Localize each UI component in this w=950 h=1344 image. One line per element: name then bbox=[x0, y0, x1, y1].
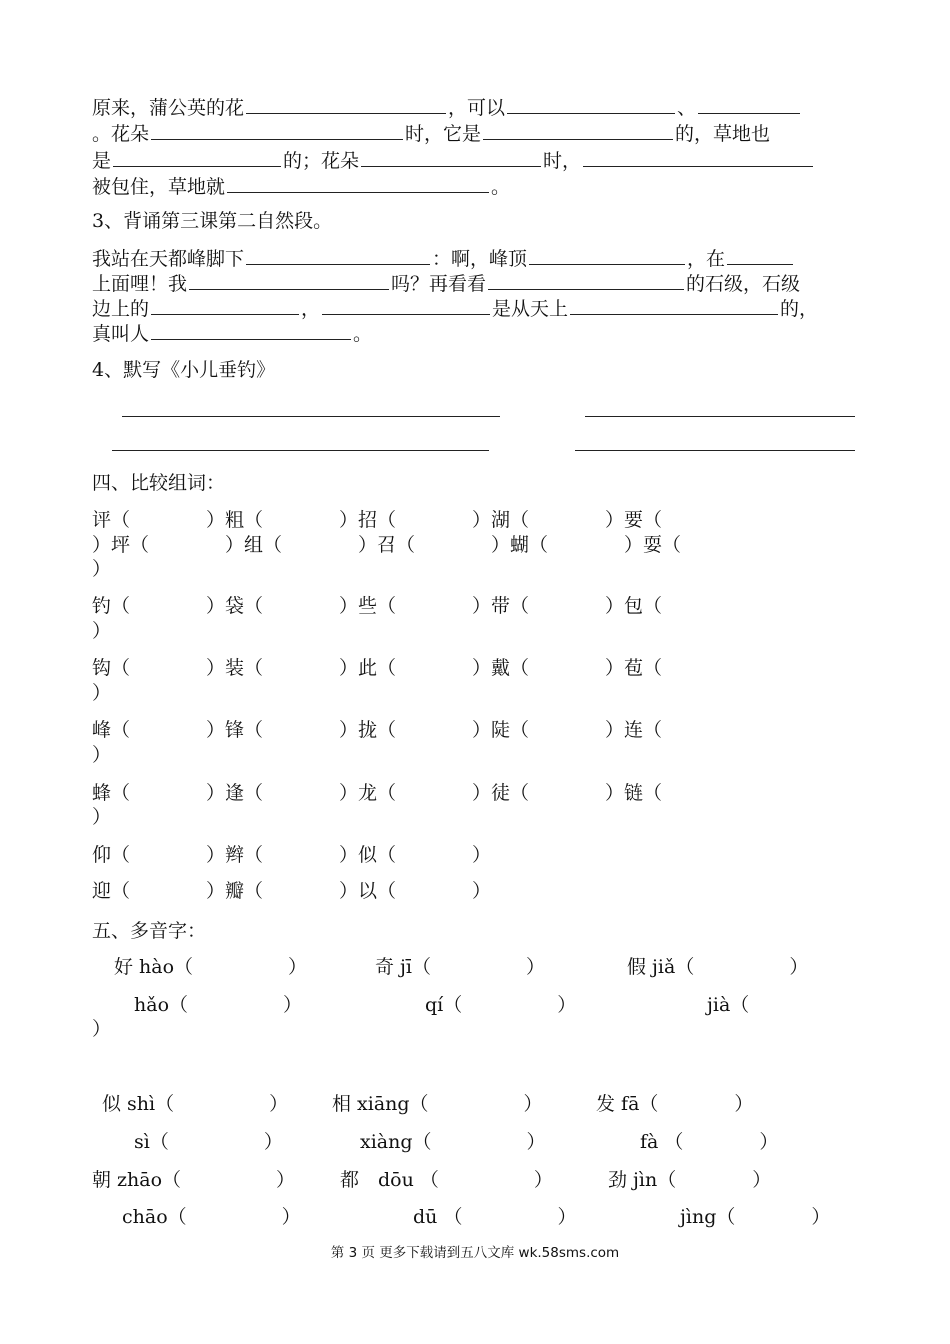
section-5-heading: 五、多音字： bbox=[92, 920, 207, 942]
recite-line-1: 我站在天都峰脚下 ：啊，峰顶 ，在 bbox=[92, 249, 795, 269]
word-row: 钩（ ）装（ ）此（ ）戴（ ）苞（ bbox=[92, 657, 663, 679]
answer-blank[interactable] bbox=[322, 299, 490, 315]
answer-blank[interactable] bbox=[507, 98, 675, 114]
word-row: ） bbox=[92, 744, 112, 766]
poem-line-blank[interactable] bbox=[112, 450, 489, 451]
section-4-heading: 四、比较组词： bbox=[92, 472, 226, 494]
word-row: ）坪（ ）组（ ）召（ ）蝴（ ）耍（ bbox=[92, 534, 682, 556]
polyphone-item: 劲 jìn（ ） bbox=[608, 1169, 772, 1191]
polyphone-item: 都 dōu （ ） bbox=[340, 1169, 553, 1191]
answer-blank[interactable] bbox=[529, 249, 685, 265]
recite-line-2: 上面哩！我 吗？再看看 的石级，石级 bbox=[92, 273, 801, 295]
answer-blank[interactable] bbox=[151, 299, 299, 315]
answer-blank[interactable] bbox=[151, 324, 351, 340]
word-row: 仰（ ）辫（ ）似（ ） bbox=[92, 844, 492, 866]
polyphone-item: ） bbox=[92, 1018, 112, 1040]
recite-line-4: 真叫人 。 bbox=[92, 323, 373, 345]
answer-blank[interactable] bbox=[698, 98, 800, 114]
answer-blank[interactable] bbox=[361, 151, 541, 167]
word-row: ） bbox=[92, 682, 112, 704]
word-row: ） bbox=[92, 806, 112, 828]
answer-blank[interactable] bbox=[483, 124, 673, 140]
question-4-heading: 4、默写《小儿垂钓》 bbox=[92, 359, 276, 381]
question-3-heading: 3、背诵第三课第二自然段。 bbox=[92, 210, 333, 232]
passage-line-3: 是 的；花朵 时， bbox=[92, 151, 815, 171]
polyphone-item: jìng（ ） bbox=[680, 1206, 831, 1228]
page-footer: 第 3 页 更多下载请到五八文库 wk.58sms.com bbox=[330, 1245, 620, 1261]
polyphone-item: 发 fā（ ） bbox=[596, 1093, 754, 1115]
answer-blank[interactable] bbox=[246, 98, 446, 114]
answer-blank[interactable] bbox=[189, 274, 389, 290]
polyphone-item: qí（ ） bbox=[425, 994, 577, 1016]
polyphone-item: sì（ ） bbox=[134, 1131, 283, 1153]
word-row: 蜂（ ）逢（ ）龙（ ）徒（ ）链（ bbox=[92, 782, 663, 804]
answer-blank[interactable] bbox=[151, 124, 403, 140]
poem-line-blank[interactable] bbox=[575, 450, 855, 451]
word-row: 峰（ ）锋（ ）拢（ ）陡（ ）连（ bbox=[92, 719, 663, 741]
polyphone-item: fà （ ） bbox=[640, 1131, 779, 1153]
word-row: 评（ ）粗（ ）招（ ）湖（ ）要（ bbox=[92, 509, 663, 531]
passage-line-4: 被包住，草地就 。 bbox=[92, 176, 511, 198]
answer-blank[interactable] bbox=[583, 151, 813, 167]
recite-line-3: 边上的 ， 是从天上 的， bbox=[92, 298, 819, 320]
passage-line-1: 原来，蒲公英的花 ，可以 、 bbox=[92, 98, 802, 118]
polyphone-item: 假 jiǎ（ ） bbox=[627, 956, 809, 978]
poem-line-blank[interactable] bbox=[585, 416, 855, 417]
answer-blank[interactable] bbox=[227, 177, 489, 193]
polyphone-item: chāo（ ） bbox=[122, 1206, 301, 1228]
answer-blank[interactable] bbox=[488, 274, 684, 290]
polyphone-item: 相 xiāng（ ） bbox=[332, 1093, 543, 1115]
polyphone-item: xiàng（ ） bbox=[360, 1131, 546, 1153]
answer-blank[interactable] bbox=[113, 151, 281, 167]
answer-blank[interactable] bbox=[246, 249, 430, 265]
poem-line-blank[interactable] bbox=[122, 416, 500, 417]
polyphone-item: 好 hào（ ） bbox=[114, 956, 308, 978]
word-row: 钓（ ）袋（ ）些（ ）带（ ）包（ bbox=[92, 595, 663, 617]
polyphone-item: dū （ ） bbox=[413, 1206, 577, 1228]
polyphone-item: 似 shì（ ） bbox=[102, 1093, 289, 1115]
answer-blank[interactable] bbox=[570, 299, 778, 315]
answer-blank[interactable] bbox=[727, 249, 793, 265]
polyphone-item: jià（ bbox=[707, 994, 750, 1016]
word-row: ） bbox=[92, 558, 112, 580]
passage-line-2: 。花朵 时，它是 的，草地也 bbox=[92, 123, 771, 145]
polyphone-item: 奇 jī（ ） bbox=[375, 956, 546, 978]
word-row: 迎（ ）瓣（ ）以（ ） bbox=[92, 880, 492, 902]
polyphone-item: hǎo（ ） bbox=[134, 994, 303, 1016]
polyphone-item: 朝 zhāo（ ） bbox=[92, 1169, 296, 1191]
word-row: ） bbox=[92, 620, 112, 642]
